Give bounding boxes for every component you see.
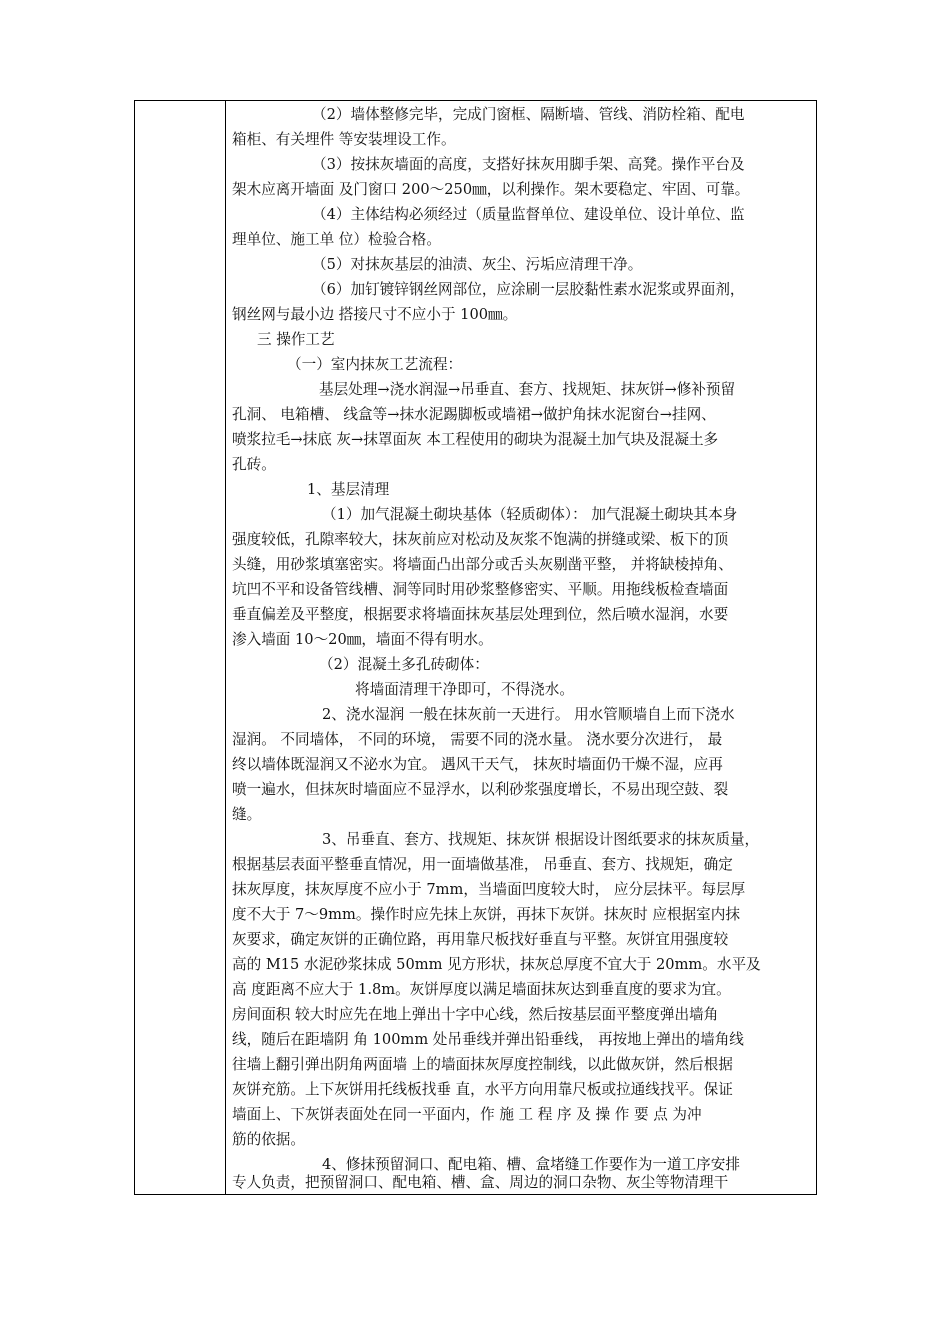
- text-line: 钢丝网与最小边 搭接尺寸不应小于 100㎜。: [232, 306, 518, 323]
- text-line: 渗入墙面 10～20㎜，墙面不得有明水。: [232, 631, 493, 648]
- text-line: （1）加气混凝土砌块基体（轻质砌体）： 加气混凝土砌块其本身: [322, 506, 738, 523]
- text-line: 线，随后在距墙阴 角 100mm 处吊垂线并弹出铅垂线， 再按地上弹出的墙角线: [232, 1031, 744, 1048]
- text-line: （5）对抹灰基层的油渍、灰尘、污垢应清理干净。: [312, 256, 643, 273]
- text-line: （2）墙体整修完毕，完成门窗框、隔断墙、管线、消防栓箱、配电: [312, 106, 745, 123]
- text-line: 基层处理→浇水润湿→吊垂直、套方、找规矩、抹灰饼→修补预留: [319, 381, 736, 398]
- column-divider: [225, 101, 226, 1194]
- text-line: 缝。: [232, 806, 262, 823]
- text-line: 终以墙体既湿润又不泌水为宜。 遇风干天气， 抹灰时墙面仍干燥不湿，应再: [232, 756, 723, 773]
- text-line: （4）主体结构必须经过（质量监督单位、建设单位、设计单位、监: [312, 206, 745, 223]
- text-line: 高的 M15 水泥砂浆抹成 50mm 见方形状，抹灰总厚度不宜大于 20mm。水平及: [232, 956, 761, 973]
- text-line: 架木应离开墙面 及门窗口 200～250㎜，以利操作。架木要稳定、牢固、可靠。: [232, 181, 750, 198]
- text-line: 墙面上、下灰饼表面处在同一平面内，作 施 工 程 序 及 操 作 要 点 为冲: [232, 1106, 702, 1123]
- text-line: 根据基层表面平整垂直情况，用一面墙做基准， 吊垂直、套方、找规矩，确定: [232, 856, 733, 873]
- text-line: 度不大于 7～9mm。操作时应先抹上灰饼，再抹下灰饼。抹灰时 应根据室内抹: [232, 906, 740, 923]
- text-line: 头缝，用砂浆填塞密实。将墙面凸出部分或舌头灰剔凿平整， 并将缺棱掉角、: [232, 556, 733, 573]
- text-line: （2）混凝土多孔砖砌体：: [319, 656, 489, 673]
- text-line: 房间面积 较大时应先在地上弹出十字中心线，然后按基层面平整度弹出墙角: [232, 1006, 719, 1023]
- text-line: 孔洞、 电箱槽、 线盒等→抹水泥踢脚板或墙裙→做护角抹水泥窗台→挂网、: [232, 406, 716, 423]
- text-line: 高 度距离不应大于 1.8m。灰饼厚度以满足墙面抹灰达到垂直度的要求为宜。: [232, 981, 731, 998]
- text-line: 喷浆拉毛→抹底 灰→抹罩面灰 本工程使用的砌块为混凝土加气块及混凝土多: [232, 431, 719, 448]
- text-line: 专人负责，把预留洞口、配电箱、槽、盒、周边的洞口杂物、灰尘等物清理干: [232, 1174, 729, 1191]
- text-line: 将墙面清理干净即可，不得浇水。: [355, 681, 574, 698]
- document-table: [134, 100, 817, 1195]
- text-line: 喷一遍水，但抹灰时墙面应不显浮水，以利砂浆强度增长，不易出现空鼓、裂: [232, 781, 729, 798]
- text-line: 坑凹不平和设备管线槽、洞等同时用砂浆整修密实、平顺。用拖线板检查墙面: [232, 581, 729, 598]
- text-line: 2、浇水湿润 一般在抹灰前一天进行。 用水管顺墙自上而下浇水: [322, 706, 735, 723]
- text-line: 筋的依据。: [232, 1131, 305, 1148]
- text-line: 3、吊垂直、套方、找规矩、抹灰饼 根据设计图纸要求的抹灰质量，: [322, 831, 760, 848]
- subsection-heading: （一）室内抹灰工艺流程：: [287, 356, 463, 373]
- text-line: 抹灰厚度，抹灰厚度不应小于 7mm，当墙面凹度较大时， 应分层抹平。每层厚: [232, 881, 746, 898]
- content-cell: [227, 101, 816, 1194]
- text-line: 往墙上翻引弹出阴角两面墙 上的墙面抹灰厚度控制线，以此做灰饼，然后根据: [232, 1056, 733, 1073]
- text-line: 4、修抹预留洞口、配电箱、槽、盒堵缝工作要作为一道工序安排: [322, 1156, 740, 1173]
- text-line: 灰要求，确定灰饼的正确位路，再用靠尺板找好垂直与平整。灰饼宜用强度较: [232, 931, 729, 948]
- text-line: 箱柜、有关埋件 等安装埋设工作。: [232, 131, 456, 148]
- text-line: （3）按抹灰墙面的高度，支搭好抹灰用脚手架、高凳。操作平台及: [312, 156, 745, 173]
- text-line: 湿润。 不同墙体， 不同的环境， 需要不同的浇水量。 浇水要分次进行， 最: [232, 731, 723, 748]
- text-line: 垂直偏差及平整度，根据要求将墙面抹灰基层处理到位，然后喷水湿润，水要: [232, 606, 729, 623]
- text-line: 灰饼充筋。上下灰饼用托线板找垂 直，水平方向用靠尺板或拉通线找平。保证: [232, 1081, 733, 1098]
- text-line: （6）加钉镀锌钢丝网部位，应涂刷一层胶黏性素水泥浆或界面剂，: [312, 281, 745, 298]
- text-line: 理单位、施工单 位）检验合格。: [232, 231, 441, 248]
- text-line: 孔砖。: [232, 456, 276, 473]
- item-heading: 1、基层清理: [307, 481, 390, 498]
- section-heading: 三 操作工艺: [257, 331, 335, 348]
- text-line: 强度较低，孔隙率较大，抹灰前应对松动及灰浆不饱满的拼缝或梁、板下的顶: [232, 531, 729, 548]
